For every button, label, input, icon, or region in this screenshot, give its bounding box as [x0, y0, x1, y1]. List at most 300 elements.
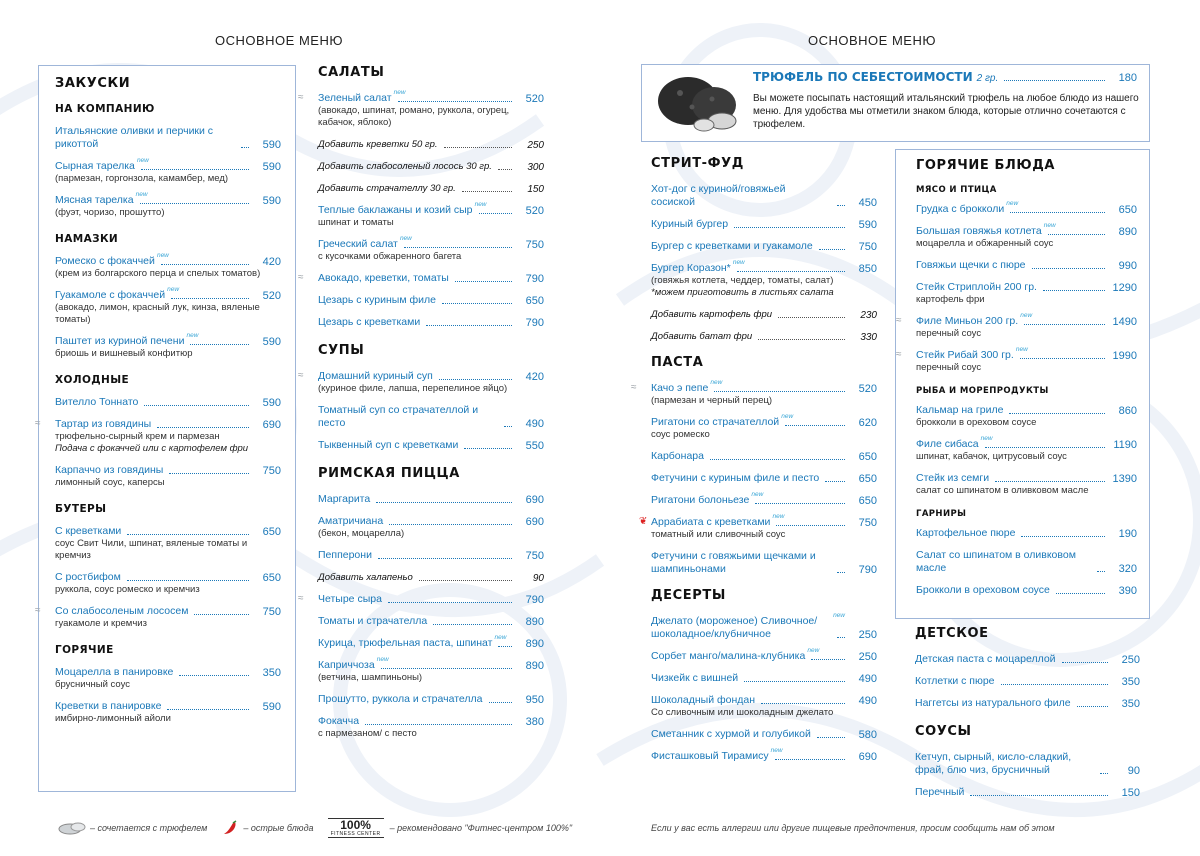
menu-item-name-text: Котлетки с пюре: [915, 675, 995, 687]
menu-item-name-text: Четыре сыра: [318, 593, 382, 605]
menu-item-name: [651, 472, 819, 485]
new-badge: new: [772, 513, 785, 520]
menu-item-row: [318, 138, 544, 151]
dotted-leader: [398, 101, 512, 102]
menu-item-price: 1390: [1112, 473, 1137, 485]
menu-item-name: [915, 751, 1094, 777]
menu-item-price: 520: [525, 93, 544, 105]
menu-item: [318, 316, 544, 329]
menu-item: [651, 218, 877, 231]
dotted-leader: [127, 580, 249, 581]
section-title-zakuski: ЗАКУСКИ: [55, 76, 131, 91]
menu-item: [916, 435, 1137, 463]
menu-item-name-text: Маргарита: [318, 493, 371, 505]
menu-item: [916, 549, 1137, 575]
menu-item-row: [651, 472, 877, 485]
menu-item: [55, 252, 281, 280]
menu-item-name-text: Фисташковый Тирамису: [651, 750, 769, 762]
menu-item-price: 650: [262, 526, 281, 538]
menu-item: [298, 272, 544, 285]
menu-item-name-text: Тартар из говядины: [55, 418, 152, 430]
menu-item: [55, 157, 281, 185]
dotted-leader: [1020, 358, 1105, 359]
menu-item-name: [55, 605, 188, 618]
menu-item-name: [318, 272, 449, 285]
menu-item-row: [55, 157, 281, 173]
menu-item-name: [916, 435, 993, 451]
new-badge: new: [399, 235, 412, 242]
menu-item-name-text: Стейк Рибай 300 гр.: [916, 349, 1014, 361]
menu-item-name-text: Говяжьи щечки с пюре: [916, 259, 1026, 271]
group-items: [35, 396, 281, 489]
new-badge: new: [135, 191, 148, 198]
menu-item-name-text: Стейк Стриплойн 200 гр.: [916, 281, 1037, 293]
menu-item-price: 890: [525, 616, 544, 628]
menu-item-price: 590: [262, 336, 281, 348]
truffle-icon: ≈: [298, 370, 304, 381]
menu-item-price: 380: [525, 716, 544, 728]
menu-item-name: [55, 125, 235, 151]
dotted-leader: [157, 427, 249, 428]
menu-item: [651, 550, 877, 576]
dotted-leader: [785, 425, 845, 426]
menu-item: [651, 450, 877, 463]
fitness-logo: 100% FITNESS CENTER: [328, 818, 384, 838]
menu-item-price: 690: [262, 419, 281, 431]
menu-item: [651, 694, 877, 719]
menu-item: [318, 235, 544, 263]
menu-item-row: [318, 160, 544, 173]
menu-item: [318, 439, 544, 452]
new-badge: new: [156, 252, 169, 259]
group-title: БУТЕРЫ: [55, 503, 107, 515]
menu-item-description: брусничный соус: [55, 679, 130, 690]
group-title: ХОЛОДНЫЕ: [55, 374, 130, 386]
dotted-leader: [376, 502, 512, 503]
menu-item-row: [916, 527, 1137, 540]
menu-item-price: 580: [858, 729, 877, 741]
dotted-leader: [489, 702, 513, 703]
dotted-leader: [714, 391, 845, 392]
menu-item-row: [318, 439, 544, 452]
menu-item-name-text: Карпаччо из говядины: [55, 464, 164, 476]
dotted-leader: [190, 344, 249, 345]
menu-item-name: [318, 615, 427, 628]
dotted-leader: [734, 227, 845, 228]
menu-item-name: [318, 571, 413, 584]
section-title-pasta: ПАСТА: [651, 355, 704, 370]
menu-item-name-text: Фокачча: [318, 715, 360, 727]
menu-item-row: [916, 200, 1137, 216]
dotted-leader: [1062, 662, 1108, 663]
group-items: [55, 252, 281, 360]
dotted-leader: [389, 524, 512, 525]
menu-item-name: [55, 571, 121, 584]
group-items: [916, 404, 1137, 497]
menu-item-description: (куриное филе, лапша, перепелиное яйцо): [318, 383, 508, 394]
menu-item: [915, 697, 1140, 710]
menu-item-price: 790: [525, 273, 544, 285]
menu-item-price: 750: [525, 550, 544, 562]
menu-item: [651, 413, 877, 441]
menu-item-name-text: Курица, трюфельная паста, шпинат: [318, 637, 493, 649]
dotted-leader: [1077, 706, 1108, 707]
dotted-leader: [837, 205, 845, 206]
menu-item-name: [651, 308, 772, 321]
dotted-leader: [462, 191, 512, 192]
menu-item-name: [318, 656, 389, 672]
menu-item-name-text: Ромеско с фокаччей: [55, 255, 155, 267]
menu-item-description: (ветчина, шампиньоны): [318, 672, 423, 683]
menu-item: [896, 346, 1137, 374]
new-badge: new: [732, 259, 745, 266]
dotted-leader: [161, 264, 249, 265]
dotted-leader: [141, 169, 249, 170]
menu-item-row: [55, 332, 281, 348]
dotted-leader: [817, 737, 845, 738]
dotted-leader: [761, 703, 845, 704]
menu-item-price: 750: [525, 239, 544, 251]
menu-item-description: перечный соус: [916, 362, 982, 373]
truffle-icon: ≈: [298, 272, 304, 283]
dotted-leader: [404, 247, 512, 248]
menu-item-name-text: Брокколи в ореховом соусе: [916, 584, 1050, 596]
dotted-leader: [985, 447, 1105, 448]
menu-item-row: [915, 786, 1140, 799]
menu-item-row: [318, 235, 544, 251]
menu-item-price: 890: [525, 638, 544, 650]
new-badge: new: [710, 379, 723, 386]
menu-item-row: [916, 404, 1137, 417]
menu-item-name-text: Моцарелла в панировке: [55, 666, 174, 678]
dotted-leader: [498, 646, 512, 647]
menu-item-name-text: Сорбет манго/малина-клубника: [651, 650, 806, 662]
menu-item-name: [916, 281, 1037, 294]
menu-item-row: [318, 201, 544, 217]
menu-item-name: [318, 316, 420, 329]
menu-item-name: [915, 653, 1056, 666]
allergy-note: Если у вас есть аллергии или другие пищевые предпочтения, просим сообщить нам об этом: [651, 823, 1055, 833]
addon-item: [318, 571, 544, 584]
section-title-salaty: САЛАТЫ: [318, 65, 385, 80]
menu-item-name-text: Шоколадный фондан: [651, 694, 756, 706]
menu-item-name: [651, 747, 783, 763]
menu-item-name: [916, 404, 1003, 417]
new-badge: new: [980, 435, 993, 442]
menu-item-name: [55, 525, 121, 538]
menu-item-row: [651, 491, 877, 507]
menu-item-description: трюфельно-сырный крем и пармезан: [55, 431, 220, 442]
chili-legend: – острые блюда: [243, 823, 314, 833]
menu-item-name: [916, 584, 1050, 597]
menu-item-name: [55, 666, 173, 679]
dotted-leader: [737, 271, 845, 272]
menu-item-price: 620: [858, 417, 877, 429]
dotted-leader: [1032, 268, 1105, 269]
menu-item-row: [318, 493, 544, 506]
menu-item-name: [318, 294, 436, 307]
dotted-leader: [1024, 324, 1105, 325]
menu-item-name-text: Пепперони: [318, 549, 372, 561]
menu-item-name-text: Куриный бургер: [651, 218, 729, 230]
menu-item-name: [55, 252, 169, 268]
menu-item-name-text: Филе Миньон 200 гр.: [916, 315, 1019, 327]
menu-item-price: 850: [858, 263, 877, 275]
menu-item-description: шпинат и томаты: [318, 217, 394, 228]
menu-item-name-text: Детская паста с моцареллой: [915, 653, 1056, 665]
menu-item-name-text: Сырная тарелка: [55, 160, 135, 172]
menu-item-description: соус ромеско: [651, 429, 710, 440]
addon-item: [318, 138, 544, 151]
menu-item: [651, 728, 877, 741]
truffle-icon: [652, 71, 744, 135]
menu-item-row: [651, 612, 877, 641]
menu-item-description: (говяжья котлета, чеддер, томаты, салат): [651, 275, 834, 286]
group-title: РЫБА И МОРЕПРОДУКТЫ: [916, 386, 1049, 396]
dotted-leader: [1043, 290, 1105, 291]
menu-item-name: [916, 346, 1028, 362]
section-title-streetfood: СТРИТ-ФУД: [651, 156, 744, 171]
menu-item: [55, 464, 281, 489]
truffle-weight: 2 гр.: [976, 73, 999, 84]
menu-item-description: Со сливочным или шоколадным джелато: [651, 707, 834, 718]
menu-item-name-text: Зеленый салат: [318, 92, 392, 104]
menu-item-description: имбирно-лимонный айоли: [55, 713, 171, 724]
dotted-leader: [378, 558, 512, 559]
menu-item-row: [318, 593, 544, 606]
menu-item: [651, 240, 877, 253]
dotted-leader: [837, 637, 845, 638]
dotted-leader: [837, 572, 845, 573]
group-items: [55, 666, 281, 725]
menu-item: [55, 396, 281, 409]
column-middle-right: [631, 156, 877, 772]
menu-item-description: с кусочками обжаренного багета: [318, 251, 462, 262]
menu-item-name: [915, 697, 1071, 710]
menu-item-name-text: Фетучини с куриным филе и песто: [651, 472, 820, 484]
menu-item-name-text: Со слабосоленым лососем: [55, 605, 189, 617]
menu-item: [916, 584, 1137, 597]
dotted-leader: [388, 602, 512, 603]
menu-item: [298, 593, 544, 606]
truffle-description: Вы можете посыпать настоящий итальянский трюфель на любое блюдо из нашего меню. Для удобства мы отметили знаком блюда, которые отлично сочетаются с трюфелем.: [753, 93, 1139, 130]
menu-item-name-text: Бургер с креветками и гуакамоле: [651, 240, 813, 252]
menu-item-row: [55, 666, 281, 679]
dotted-leader: [710, 459, 845, 460]
menu-item-row: [915, 697, 1140, 710]
menu-item: [915, 751, 1140, 777]
menu-item-name-text: Кальмар на гриле: [916, 404, 1004, 416]
dotted-leader: [171, 298, 249, 299]
menu-item-name-text: Гуакамоле с фокаччей: [55, 289, 166, 301]
menu-item-price: 550: [525, 440, 544, 452]
menu-item: [55, 525, 281, 562]
menu-item-description: (бекон, моцарелла): [318, 528, 405, 539]
menu-item-description: гуакамоле и кремчиз: [55, 618, 147, 629]
menu-item-row: [916, 259, 1137, 272]
menu-item-price: 490: [858, 695, 877, 707]
menu-item-row: [318, 515, 544, 528]
menu-item-row: [318, 715, 544, 728]
truffle-icon: ≈: [35, 605, 41, 616]
menu-item: [896, 312, 1137, 340]
dotted-leader: [1100, 773, 1108, 774]
menu-item: [318, 615, 544, 628]
menu-item-price: 420: [262, 256, 281, 268]
new-badge: new: [1015, 346, 1028, 353]
menu-item-name-text: Карбонара: [651, 450, 704, 462]
addon-item: [318, 160, 544, 173]
menu-item-description: моцарелла и обжаренный соус: [916, 238, 1054, 249]
menu-item: [916, 472, 1137, 497]
menu-item-name: [651, 450, 704, 463]
dotted-leader: [127, 534, 249, 535]
menu-item-price: 1990: [1112, 350, 1137, 362]
dotted-leader: [1009, 413, 1105, 414]
dotted-leader: [169, 473, 249, 474]
section-title-deserty: ДЕСЕРТЫ: [651, 588, 726, 603]
menu-item-row: [318, 294, 544, 307]
menu-item-name-text: Паштет из куриной печени: [55, 335, 185, 347]
dotted-leader: [194, 614, 249, 615]
menu-item-price: 790: [525, 317, 544, 329]
menu-item-description: перечный соус: [916, 328, 982, 339]
addon-item: [318, 182, 544, 195]
truffle-legend: – сочетается с трюфелем: [90, 823, 208, 833]
menu-item-price: 520: [858, 383, 877, 395]
menu-item-name-text: Добавить батат фри: [651, 331, 753, 342]
menu-item-price: 790: [525, 594, 544, 606]
menu-item-price: 750: [858, 241, 877, 253]
menu-item: [318, 515, 544, 540]
truffle-icon: ≈: [896, 315, 902, 326]
menu-item-name-text: Бургер Коразон*: [651, 262, 731, 274]
menu-item-name-text: Домашний куриный суп: [318, 370, 433, 382]
menu-item-row: [55, 191, 281, 207]
menu-item-row: [55, 525, 281, 538]
menu-item-description: томатный или сливочный соус: [651, 529, 786, 540]
menu-item-name: [651, 694, 755, 707]
menu-item-name: [916, 312, 1033, 328]
menu-item-price: 750: [262, 465, 281, 477]
menu-item-name-text: Добавить картофель фри: [651, 309, 773, 320]
group-title: НА КОМПАНИЮ: [55, 103, 155, 115]
menu-item: [651, 259, 877, 299]
menu-item-price: 650: [858, 473, 877, 485]
dotted-leader: [1004, 80, 1105, 81]
menu-item-name: [318, 493, 370, 506]
menu-item-name-text: Наггетсы из натурального филе: [915, 697, 1071, 709]
menu-item-row: [651, 218, 877, 231]
addon-item: [651, 308, 877, 321]
menu-item: [318, 549, 544, 562]
menu-item-price: 650: [262, 572, 281, 584]
menu-item: [651, 491, 877, 507]
menu-item-name: [318, 182, 456, 195]
menu-item-row: [318, 404, 544, 430]
menu-item-price: 650: [858, 451, 877, 463]
menu-item-row: [651, 379, 877, 395]
dotted-leader: [1048, 234, 1105, 235]
menu-item: [916, 404, 1137, 429]
menu-item-name-text: С ростбифом: [55, 571, 121, 583]
menu-item-price: 90: [1127, 765, 1140, 777]
group-title: ГАРНИРЫ: [916, 509, 967, 519]
dotted-leader: [1097, 571, 1105, 572]
group-items: [35, 525, 281, 630]
menu-item-price: 250: [1121, 654, 1140, 666]
menu-item-row: [651, 647, 877, 663]
menu-item-name-text: Джелато (мороженое) Сливочное/шоколадное/клубничное: [651, 615, 818, 640]
dotted-leader: [811, 659, 845, 660]
menu-item-name: [916, 472, 989, 485]
menu-item-name-text: Хот-дог с куриной/говяжьей сосиской: [651, 183, 786, 208]
menu-item-row: [318, 615, 544, 628]
menu-item-name: [651, 728, 811, 741]
zakuski-section: [35, 65, 296, 792]
dotted-leader: [144, 405, 249, 406]
footer-legend: [58, 818, 572, 838]
menu-item-row: [916, 435, 1137, 451]
section-title-supy: СУПЫ: [318, 343, 365, 358]
menu-item-price: 300: [527, 162, 544, 173]
menu-item-name: [651, 491, 764, 507]
menu-item-price: 450: [858, 197, 877, 209]
new-badge: new: [1020, 312, 1033, 319]
section-title-sousy: СОУСЫ: [915, 724, 972, 739]
menu-item-description: шпинат, кабачок, цитрусовый соус: [916, 451, 1067, 462]
dotted-leader: [775, 759, 845, 760]
menu-item-row: [915, 751, 1140, 777]
menu-item: [916, 259, 1137, 272]
menu-item-name-text: Креветки в панировке: [55, 700, 162, 712]
menu-item: [55, 286, 281, 326]
menu-item: [651, 612, 877, 641]
menu-item-price: 950: [525, 694, 544, 706]
menu-item-row: [916, 346, 1137, 362]
menu-item: [915, 675, 1140, 688]
menu-item-row: [318, 370, 544, 383]
menu-item-price: 520: [525, 205, 544, 217]
dotted-leader: [1001, 684, 1108, 685]
menu-item-name: [318, 715, 359, 728]
menu-item-price: 520: [262, 290, 281, 302]
menu-item: [651, 747, 877, 763]
dotted-leader: [498, 169, 512, 170]
addon-item: [651, 330, 877, 343]
menu-item-price: 650: [525, 295, 544, 307]
menu-item-name-text: Тыквенный суп с креветками: [318, 439, 459, 451]
menu-item-name-text: Добавить слабосоленый лосось 30 гр.: [318, 161, 492, 172]
menu-item-description: (крем из болгарского перца и спелых томатов): [55, 268, 261, 279]
menu-item-price: 750: [262, 606, 281, 618]
menu-item-price: 330: [860, 332, 877, 343]
menu-item-name-text: Фетучини с говяжьими щечками и шампиньонами: [651, 550, 816, 575]
menu-item-name: [55, 191, 148, 207]
dotted-leader: [455, 281, 512, 282]
dotted-leader: [758, 339, 845, 340]
menu-item-price: 590: [262, 701, 281, 713]
group-title: НАМАЗКИ: [55, 233, 119, 245]
menu-item-name: [318, 89, 406, 105]
menu-item-name: [915, 675, 995, 688]
menu-item-name: [318, 404, 498, 430]
menu-item-name: [318, 235, 412, 251]
menu-item-name-text: Авокадо, креветки, томаты: [318, 272, 449, 284]
menu-item: [318, 404, 544, 430]
new-badge: new: [770, 747, 783, 754]
menu-item-row: [318, 89, 544, 105]
